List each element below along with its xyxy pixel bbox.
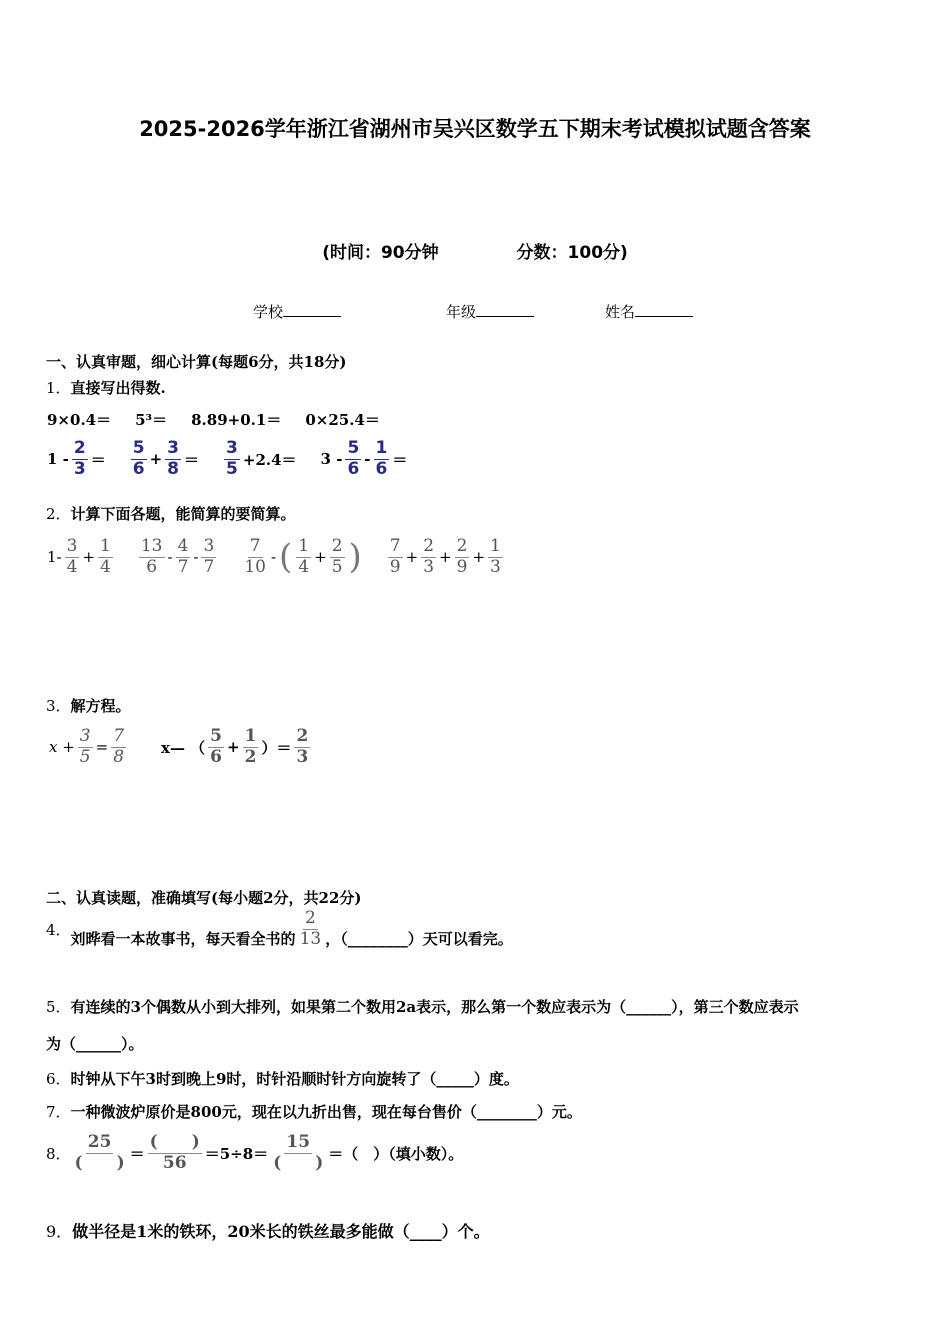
- expression-text: =: [95, 738, 109, 757]
- numerator: 5: [210, 726, 223, 746]
- q6-number: 6．: [46, 1070, 71, 1088]
- denominator: 8: [113, 746, 125, 767]
- denominator: 3: [296, 746, 309, 767]
- denominator: 6: [210, 746, 223, 767]
- expression-text: +2.4＝: [242, 450, 297, 469]
- denominator: 8: [167, 458, 180, 479]
- q1-text: 直接写出得数.: [70, 379, 166, 397]
- fraction: [421, 535, 436, 577]
- q4-number: 4．: [46, 921, 71, 939]
- q4: [46, 910, 513, 949]
- expression-text: 1 -: [47, 450, 69, 469]
- fraction: [388, 535, 403, 577]
- numerator: 1: [244, 726, 257, 746]
- section-2-heading: 二、认真读题，准确填写(每小题2分，共22分): [46, 889, 362, 907]
- expression-text: ＝（ ）（填小数）。: [328, 1144, 464, 1163]
- q3-text: 解方程。: [70, 697, 131, 715]
- fraction: [294, 728, 310, 767]
- section-1-heading: 一、认真审题，细心计算(每题6分，共18分): [46, 353, 347, 371]
- denominator: 3: [73, 458, 86, 479]
- q6-text: 时钟从下午3时到晚上9时，时针沿顺时针方向旋转了（_____）度。: [70, 1070, 519, 1088]
- q9-text: 做半径是1米的铁环，20米长的铁丝最多能做（____）个。: [72, 1222, 490, 1241]
- numerator: 2: [331, 535, 343, 556]
- denominator: ( ): [74, 1152, 125, 1173]
- fraction: [296, 535, 311, 577]
- name-label: 姓名: [605, 303, 636, 321]
- expression-text: 8.89+0.1＝: [191, 411, 282, 429]
- q4-fraction: $\frac{2}{13}$: [299, 908, 322, 949]
- denominator: 6: [347, 458, 360, 479]
- expression-text: -: [167, 548, 173, 566]
- expression-text: 0×25.4＝: [305, 411, 380, 429]
- fraction: [242, 535, 268, 577]
- fraction: [65, 535, 80, 577]
- q5-number: 5．: [46, 998, 71, 1016]
- fraction: [330, 535, 345, 577]
- expression-text: -: [270, 548, 277, 566]
- total-score: 分数：100分): [516, 243, 628, 263]
- expression-text: +: [439, 548, 452, 566]
- expression-text: ）＝: [261, 738, 292, 757]
- q8: [46, 1134, 464, 1173]
- expression-text: ＝: [184, 450, 200, 469]
- expression-text: x— （: [161, 738, 206, 757]
- expression-text: 9×0.4＝: [47, 411, 112, 429]
- denominator: 5: [331, 556, 343, 577]
- expression-text: +: [227, 738, 240, 757]
- parenthesis: ): [348, 537, 362, 577]
- fraction: [208, 728, 224, 767]
- fraction: [72, 440, 88, 479]
- numerator: 2: [296, 726, 309, 746]
- q7-number: 7．: [46, 1103, 71, 1121]
- numerator: 3: [66, 535, 78, 556]
- numerator: 7: [389, 535, 401, 556]
- numerator: 1: [100, 535, 111, 556]
- fraction: [176, 535, 191, 577]
- numerator: 25: [87, 1132, 112, 1152]
- q1-row-1: [46, 409, 381, 430]
- fraction: [201, 535, 216, 577]
- fraction: [455, 535, 470, 577]
- fraction: [271, 1134, 325, 1173]
- numerator: 15: [286, 1132, 311, 1152]
- school-label: 学校: [253, 303, 284, 321]
- denominator: 4: [298, 556, 310, 577]
- page-title: 2025-2026学年浙江省湖州市吴兴区数学五下期末考试模拟试题含答案: [139, 117, 811, 141]
- expression-text: ＝: [392, 450, 408, 469]
- q5-text: 有连续的3个偶数从小到大排列，如果第二个数用2a表示，那么第一个数应表示为（______），第三个数应表示: [70, 998, 799, 1016]
- expression-text: +: [314, 548, 327, 566]
- numerator: 3: [79, 726, 91, 746]
- denominator: 9: [389, 556, 401, 577]
- expression-text: 3 -: [320, 450, 343, 469]
- q1-row-2: [46, 440, 408, 479]
- denominator: 6: [375, 458, 388, 479]
- q9-number: 9．: [46, 1222, 73, 1241]
- q3-number: 3．: [46, 697, 71, 715]
- fraction: [98, 535, 113, 577]
- denominator: 6: [132, 458, 145, 479]
- expression-text: +: [82, 548, 96, 566]
- fraction: [374, 440, 390, 479]
- denominator: 4: [100, 556, 111, 577]
- denominator: 5: [79, 746, 91, 767]
- q4-text: 刘晔看一本故事书，每天看全书的: [70, 930, 296, 948]
- expression-text: -: [193, 548, 199, 566]
- expression-text: ＝: [129, 1144, 145, 1163]
- q2-text: 计算下面各题，能简算的要简算。: [70, 505, 296, 523]
- numerator: 7: [249, 535, 261, 556]
- q3-equation-1: [48, 728, 128, 767]
- fraction: [488, 535, 503, 577]
- expression-text: ＝: [90, 450, 106, 469]
- numerator: 2: [423, 535, 435, 556]
- numerator: 5: [347, 438, 360, 458]
- fraction: [111, 728, 126, 767]
- q7-text: 一种微波炉原价是800元，现在以九折出售，现在每台售价（________）元。: [70, 1103, 582, 1121]
- numerator: 3: [226, 438, 238, 458]
- expression-text: +: [149, 450, 163, 469]
- numerator: 1: [298, 535, 310, 556]
- numerator: 2: [456, 535, 468, 556]
- denominator: 5: [226, 458, 238, 479]
- expression-text: +: [472, 548, 486, 566]
- denominator: 7: [177, 556, 189, 577]
- q4-rest: ，（________）天可以看完。: [325, 930, 513, 948]
- denominator: 4: [66, 556, 78, 577]
- expression-text: 5³＝: [135, 411, 168, 429]
- denominator: 9: [456, 556, 468, 577]
- fraction: [165, 440, 181, 479]
- numerator: 1: [490, 535, 501, 556]
- school-field: [253, 301, 341, 322]
- name-field: [605, 301, 693, 322]
- numerator: 4: [177, 535, 189, 556]
- exam-meta: [0, 238, 950, 263]
- q8-expression: [71, 1134, 465, 1173]
- denominator: 7: [203, 556, 215, 577]
- numerator: 3: [167, 438, 180, 458]
- numerator: 2: [73, 438, 86, 458]
- q3-equation-2: [160, 728, 312, 767]
- denominator: 10: [244, 556, 266, 577]
- expression-text: x +: [49, 738, 75, 757]
- fraction: [243, 728, 259, 767]
- q2-number: 2．: [46, 505, 71, 523]
- numerator: 7: [113, 726, 125, 746]
- q5-text-cont: 为（______）。: [46, 1035, 144, 1053]
- denominator: 3: [423, 556, 435, 577]
- grade-field: [446, 301, 534, 322]
- grade-label: 年级: [446, 303, 477, 321]
- fraction: [78, 728, 93, 767]
- denominator: 2: [244, 746, 257, 767]
- denominator: 3: [490, 556, 501, 577]
- fraction: [224, 440, 240, 479]
- expression-text: 1-: [47, 548, 62, 566]
- fraction: [148, 1134, 202, 1173]
- q8-number: 8．: [46, 1144, 71, 1163]
- fraction: [345, 440, 361, 479]
- numerator: ( ): [149, 1132, 200, 1152]
- time-limit: (时间：90分钟: [322, 243, 439, 263]
- expression-text: +: [405, 548, 419, 566]
- denominator: 56: [162, 1152, 187, 1173]
- expression-text: -: [364, 450, 371, 469]
- denominator: 6: [146, 556, 158, 577]
- fraction: [73, 1134, 127, 1173]
- q2-expressions: [46, 537, 505, 577]
- fraction: [139, 535, 165, 577]
- numerator: 5: [132, 438, 145, 458]
- numerator: 13: [140, 535, 163, 556]
- fraction: [131, 440, 147, 479]
- numerator: 3: [203, 535, 215, 556]
- denominator: ( ): [273, 1152, 324, 1173]
- numerator: 1: [375, 438, 388, 458]
- expression-text: ＝5÷8＝: [204, 1144, 269, 1163]
- q1-number: 1．: [46, 379, 71, 397]
- parenthesis: (: [279, 537, 293, 577]
